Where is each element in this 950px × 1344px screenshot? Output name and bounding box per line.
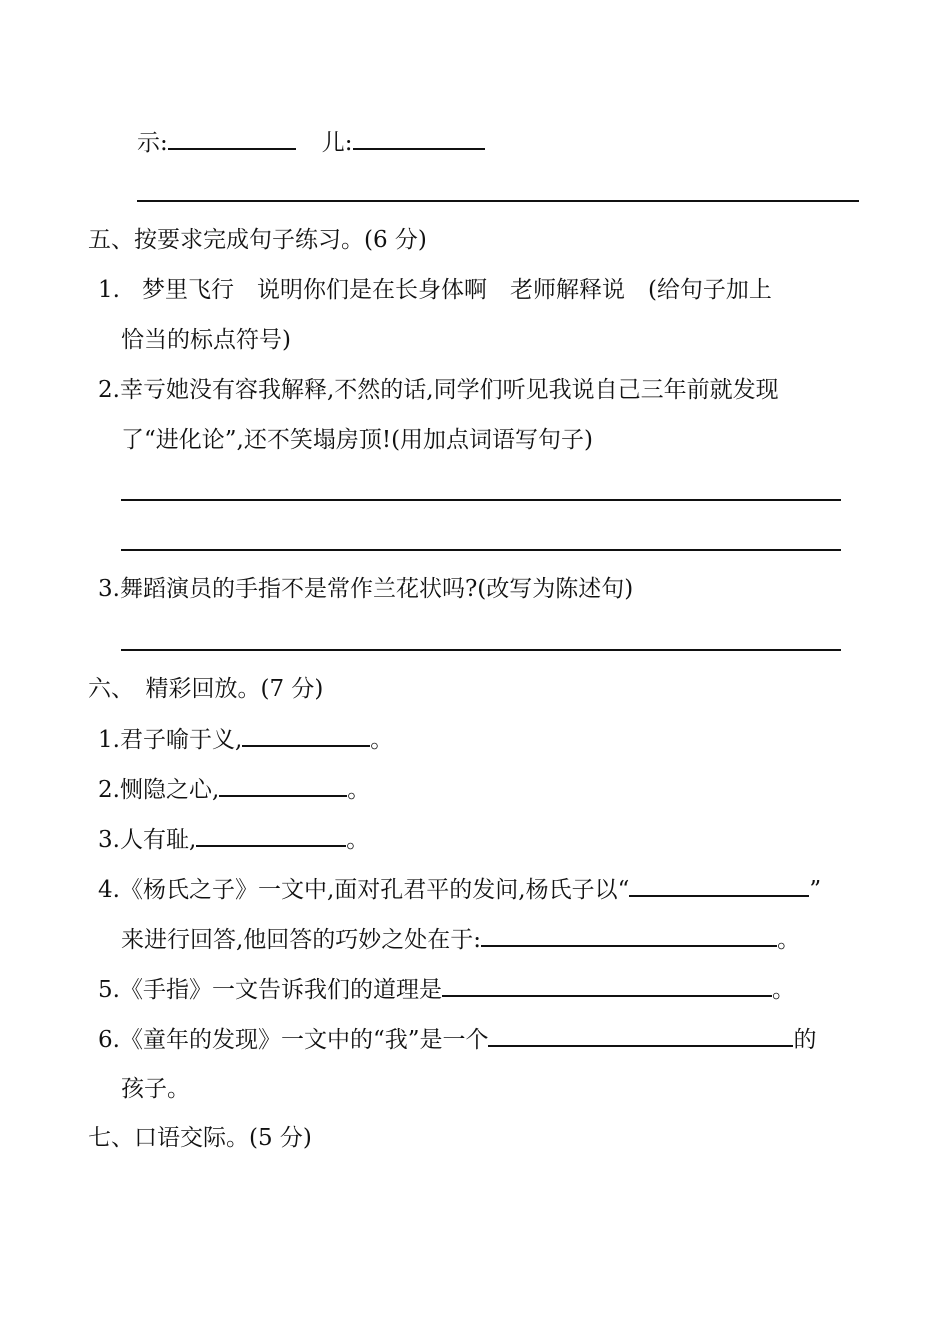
section6-q3-text: 3.人有耻, — [98, 827, 197, 853]
section5-q1-text: 梦里飞行 说明你们是在长身体啊 老师解释说 (给句子加上 — [141, 277, 772, 303]
section6-q1 — [98, 723, 393, 756]
answer-line-top[interactable] — [137, 200, 859, 202]
section5-q1-number: 1. — [98, 277, 120, 303]
section5-q2-line2: 了“进化论”,还不笑塌房顶!(用加点词语写句子) — [121, 427, 594, 453]
section6-q6-line2: 孩子。 — [121, 1076, 190, 1102]
section6-q1-text: 1.君子喻于义, — [98, 727, 243, 753]
section6-q4-end: 。 — [777, 927, 801, 953]
section6-q5-end: 。 — [771, 977, 795, 1003]
section6-q2-blank[interactable] — [219, 773, 347, 797]
section6-q4-text-c: 来进行回答,他回答的巧妙之处在于: — [121, 927, 482, 953]
section6-q2 — [98, 773, 370, 806]
section6-q4-line1 — [98, 873, 821, 906]
section6-q5 — [98, 973, 795, 1006]
section6-q3 — [98, 823, 369, 856]
section6-q4-blank-2[interactable] — [481, 923, 777, 947]
section5-q1-line1 — [98, 274, 772, 306]
section6-q2-text: 2.恻隐之心, — [98, 777, 220, 803]
section5-q3-line1: 3.舞蹈演员的手指不是常作兰花状吗?(改写为陈述句) — [98, 576, 634, 602]
section6-q4-text-a: 4.《杨氏之子》一文中,面对孔君平的发问,杨氏子以“ — [98, 877, 630, 903]
section6-q1-end: 。 — [370, 727, 394, 753]
section6-q4-blank-1[interactable] — [629, 873, 809, 897]
section6-q6-blank[interactable] — [488, 1023, 793, 1047]
section5-q3-answer-line[interactable] — [121, 649, 841, 651]
section5-q1-line2: 恰当的标点符号) — [121, 327, 291, 353]
section6-q4-text-b: ” — [809, 877, 822, 903]
section5-heading: 五、按要求完成句子练习。(6 分) — [88, 227, 427, 253]
shi-answer-blank[interactable] — [168, 126, 296, 150]
section6-q4-line2 — [121, 923, 800, 956]
section6-q3-blank[interactable] — [196, 823, 346, 847]
section5-q2-answer-line-2[interactable] — [121, 549, 841, 551]
section6-q3-end: 。 — [346, 827, 370, 853]
section6-heading: 六、 精彩回放。(7 分) — [88, 676, 324, 702]
shi-label: 示: — [137, 130, 168, 156]
er-answer-blank[interactable] — [353, 126, 485, 150]
section6-q5-blank[interactable] — [442, 973, 772, 997]
section7-heading: 七、口语交际。(5 分) — [88, 1125, 312, 1151]
section6-q6-text: 6.《童年的发现》一文中的“我”是一个 — [98, 1027, 489, 1053]
section6-q6-line1 — [98, 1023, 816, 1056]
section5-q2-line1: 2.幸亏她没有容我解释,不然的话,同学们听见我说自己三年前就发现 — [98, 377, 779, 403]
section6-q2-end: 。 — [347, 777, 371, 803]
er-label: 儿: — [321, 130, 353, 156]
section6-q5-text: 5.《手指》一文告诉我们的道理是 — [98, 977, 442, 1003]
section6-q6-end: 的 — [793, 1027, 817, 1053]
section6-q1-blank[interactable] — [242, 723, 370, 747]
shi-er-line — [137, 126, 485, 159]
section5-q2-answer-line-1[interactable] — [121, 499, 841, 501]
